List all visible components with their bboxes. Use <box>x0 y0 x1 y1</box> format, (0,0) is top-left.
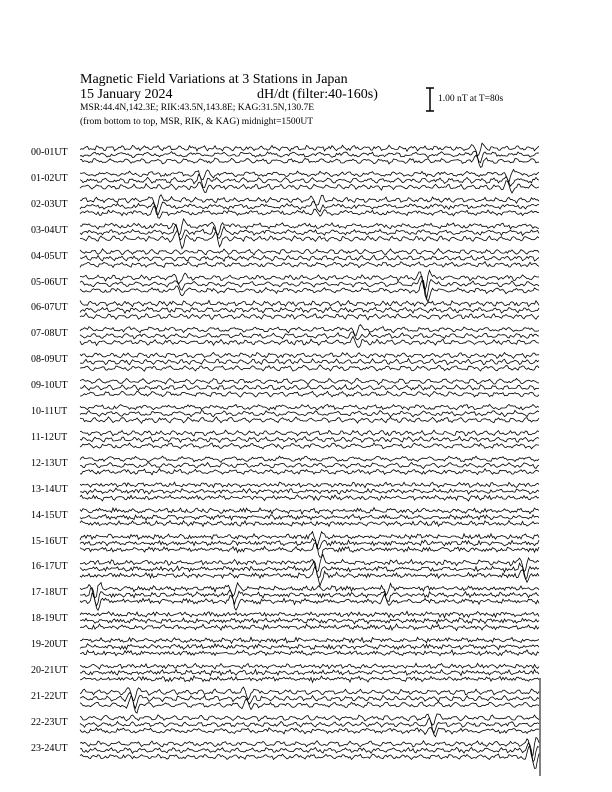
trace-rik-13-14ut <box>80 488 539 494</box>
hour-label: 13-14UT <box>31 483 68 495</box>
hour-label: 15-16UT <box>31 535 68 547</box>
trace-msr-09-10ut <box>80 391 539 397</box>
scale-bar-label: 1.00 nT at T=80s <box>438 94 504 104</box>
hour-label: 19-20UT <box>31 639 68 651</box>
scale-bar <box>426 88 434 111</box>
hour-label: 11-12UT <box>31 431 68 443</box>
trace-msr-15-16ut <box>80 543 539 558</box>
trace-group <box>80 143 540 776</box>
hour-label: 05-06UT <box>31 276 68 288</box>
chart-title: Magnetic Field Variations at 3 Stations in Japan <box>80 72 348 87</box>
trace-rik-19-20ut <box>80 644 539 650</box>
trace-msr-18-19ut <box>80 624 539 631</box>
chart-date: 15 January 2024 <box>80 87 173 102</box>
hour-label: 01-02UT <box>31 172 68 184</box>
trace-rik-09-10ut <box>80 385 539 391</box>
trace-msr-01-02ut <box>80 181 539 193</box>
hour-label: 17-18UT <box>31 587 68 599</box>
station-coordinates: MSR:44.4N,142.3E; RIK:43.5N,143.8E; KAG:31.5N,130.7E <box>80 103 315 113</box>
trace-kag-19-20ut <box>80 637 539 643</box>
trace-kag-12-13ut <box>80 456 539 462</box>
trace-rik-08-09ut <box>80 359 539 365</box>
hour-label: 18-19UT <box>31 613 68 625</box>
trace-msr-22-23ut <box>80 728 539 737</box>
trace-msr-13-14ut <box>80 495 539 501</box>
trace-kag-03-04ut <box>80 219 539 235</box>
trace-msr-19-20ut <box>80 650 539 656</box>
trace-msr-04-05ut <box>80 262 539 268</box>
filter-label: dH/dt (filter:40-160s) <box>257 87 378 102</box>
hour-label: 06-07UT <box>31 302 68 314</box>
trace-msr-20-21ut <box>80 676 539 683</box>
trace-kag-06-07ut <box>80 300 539 306</box>
hour-label: 02-03UT <box>31 198 68 210</box>
trace-kag-07-08ut <box>80 325 539 336</box>
trace-msr-12-13ut <box>80 469 539 475</box>
hour-label: 08-09UT <box>31 354 68 366</box>
trace-kag-00-01ut <box>80 143 539 156</box>
trace-msr-00-01ut <box>80 155 539 167</box>
hour-label: 07-08UT <box>31 328 68 340</box>
trace-rik-11-12ut <box>80 436 539 442</box>
trace-rik-14-15ut <box>80 514 539 520</box>
trace-kag-09-10ut <box>80 378 539 384</box>
trace-rik-10-11ut <box>80 410 539 416</box>
hour-label: 14-15UT <box>31 509 68 521</box>
trace-kag-18-19ut <box>80 611 539 617</box>
trace-kag-14-15ut <box>80 508 539 514</box>
hour-label: 10-11UT <box>31 406 68 417</box>
trace-kag-23-24ut <box>80 737 539 756</box>
trace-kag-08-09ut <box>80 353 539 359</box>
trace-msr-11-12ut <box>80 443 539 449</box>
trace-rik-01-02ut <box>80 175 539 188</box>
station-order-note: (from bottom to top, MSR, RIK, & KAG) midnight=1500UT <box>80 117 314 127</box>
trace-rik-18-19ut <box>80 618 539 624</box>
trace-kag-11-12ut <box>80 430 539 436</box>
trace-rik-12-13ut <box>80 463 539 469</box>
hour-label: 04-05UT <box>31 250 68 262</box>
trace-kag-13-14ut <box>80 482 539 488</box>
trace-kag-04-05ut <box>80 249 539 255</box>
hour-label: 21-22UT <box>31 690 68 702</box>
trace-rik-07-08ut <box>80 332 539 340</box>
trace-kag-20-21ut <box>80 663 539 669</box>
trace-rik-04-05ut <box>80 255 539 261</box>
hour-label: 09-10UT <box>31 380 68 392</box>
trace-rik-06-07ut <box>80 307 539 313</box>
trace-rik-20-21ut <box>80 669 539 675</box>
trace-rik-23-24ut <box>80 743 539 762</box>
hour-label: 20-21UT <box>31 665 68 676</box>
trace-msr-14-15ut <box>80 521 539 527</box>
trace-kag-15-16ut <box>80 532 539 548</box>
hour-label: 22-23UT <box>31 716 68 728</box>
hour-label: 12-13UT <box>31 457 68 469</box>
trace-kag-05-06ut <box>80 270 539 290</box>
hour-label: 03-04UT <box>31 224 68 236</box>
trace-msr-08-09ut <box>80 365 539 371</box>
hour-label: 00-01UT <box>31 147 68 158</box>
hour-label: 23-24UT <box>31 742 68 754</box>
trace-msr-06-07ut <box>80 313 539 320</box>
trace-msr-03-04ut <box>80 230 539 249</box>
hour-label: 16-17UT <box>31 561 68 573</box>
trace-rik-00-01ut <box>80 151 539 163</box>
trace-msr-10-11ut <box>80 417 539 423</box>
trace-kag-10-11ut <box>80 404 539 410</box>
